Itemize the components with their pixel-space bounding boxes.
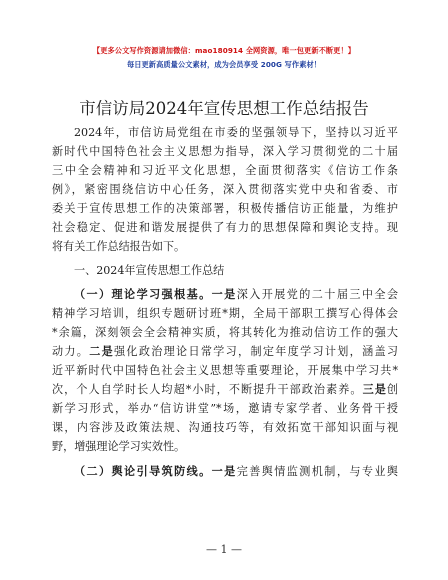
point-marker: 二是: [89, 345, 115, 358]
paragraph-line: *余篇，深刻领会全会精神实质，将其转化为推动信访工作的强大: [52, 326, 398, 339]
paragraph-line: 2024年，市信访局党组在市委的坚强领导下，坚持以习近平: [74, 126, 398, 139]
paragraph-line: [52, 345, 398, 359]
paragraph-line: 例》，紧密围绕信访中心任务，深入贯彻落实党中央和省委、市: [52, 183, 398, 196]
paragraph-line: 将有关工作总结报告如下。: [52, 240, 186, 253]
paragraph-text: 完善舆情监测机制，与专业舆: [236, 465, 398, 478]
paragraph-line: 近平新时代中国特色社会主义思想等重要理论，开展集中学习共*: [52, 364, 398, 377]
paragraph-line: 新学习形式，举办“信访讲堂”*场，邀请专家学者、业务骨干授: [52, 402, 398, 415]
paragraph-text: 动力。: [52, 345, 90, 358]
paragraph-text: 次，个人自学时长人均超*小时，不断提升干部政治素养。: [52, 383, 363, 396]
paragraph-text: 深入开展党的二十届三中全会: [236, 288, 398, 301]
point-marker: 一是: [211, 465, 237, 478]
subsection-line: [52, 465, 398, 479]
subsection-label: （一）理论学习强根基。: [74, 288, 212, 301]
point-marker: 三是: [362, 383, 387, 396]
paragraph-line: 委关于宣传思想工作的决策部署，积极传播信访正能量，为维护: [52, 202, 398, 215]
point-marker: 一是: [211, 288, 237, 301]
section-heading: 一、2024年宣传思想工作总结: [74, 264, 225, 277]
promo-banner-line1: 【更多公文写作资源请加微信：mao180914 全网资源，唯一包更新不断更！】: [92, 46, 356, 55]
document-title: 市信访局2024年宣传思想工作总结报告: [79, 99, 369, 118]
paragraph-text: 创: [386, 383, 398, 396]
paragraph-line: [52, 383, 398, 397]
promo-banner-line2: 每日更新高质量公文素材，成为会员享受 200G 写作素材！: [126, 60, 322, 69]
paragraph-line: 课，内容涉及政策法规、沟通技巧等，有效拓宽干部知识面与视: [52, 421, 398, 434]
page-number: — 1 —: [206, 543, 242, 556]
paragraph-line: 社会稳定、促进和谐发展提供了有力的思想保障和舆论支持。现: [52, 221, 398, 234]
subsection-line: [52, 288, 398, 302]
paragraph-line: 新时代中国特色社会主义思想为指导，深入学习贯彻党的二十届: [52, 145, 398, 158]
paragraph-line: 精神学习培训，组织专题研讨班*期，全局干部职工撰写心得体会: [52, 307, 398, 320]
subsection-label: （二）舆论引导筑防线。: [74, 465, 212, 478]
paragraph-line: 三中全会精神和习近平文化思想，全面贯彻落实《信访工作条: [52, 164, 398, 177]
paragraph-line: 野，增强理论学习实效性。: [52, 440, 186, 453]
paragraph-text: 强化政治理论日常学习，制定年度学习计划，涵盖习: [114, 345, 398, 358]
